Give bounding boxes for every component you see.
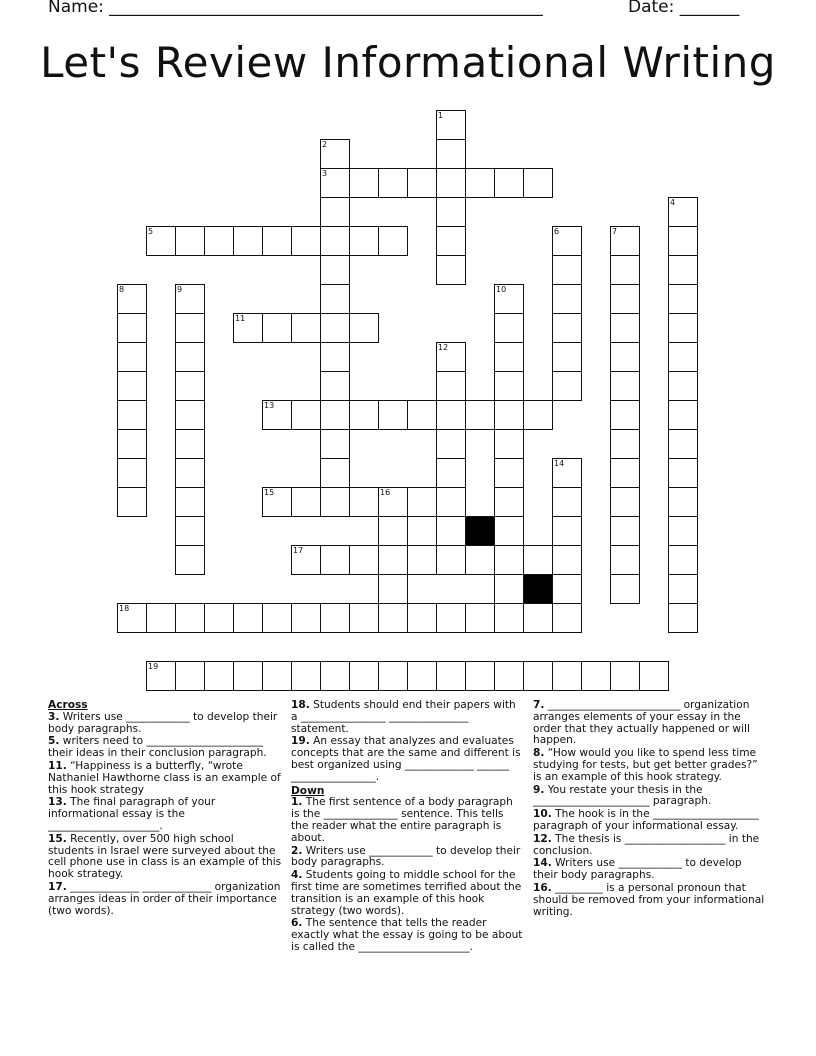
grid-cell[interactable] [436, 168, 466, 198]
grid-cell[interactable] [378, 226, 408, 256]
grid-cell[interactable] [146, 226, 176, 256]
grid-cell[interactable] [465, 661, 495, 691]
grid-cell[interactable] [465, 168, 495, 198]
grid-cell[interactable] [552, 284, 582, 314]
clue-number-label: 7. [533, 699, 545, 711]
grid-cell[interactable] [320, 371, 350, 401]
clue-number: 18 [119, 604, 130, 613]
grid-cell[interactable] [436, 197, 466, 227]
clue-text: The final paragraph of your informational essay is the _____________________. [48, 796, 216, 832]
grid-cell[interactable] [436, 516, 466, 546]
grid-cell[interactable] [378, 603, 408, 633]
clue-item [291, 797, 524, 844]
grid-cell[interactable] [668, 458, 698, 488]
grid-cell[interactable] [494, 168, 524, 198]
clue-number-label: 8. [533, 747, 545, 760]
clue-number: 10 [496, 285, 507, 294]
grid-cell[interactable] [378, 574, 408, 604]
grid-cell[interactable] [610, 371, 640, 401]
grid-cell[interactable] [639, 661, 669, 691]
grid-cell[interactable] [552, 255, 582, 285]
grid-cell[interactable] [175, 371, 205, 401]
grid-cell[interactable] [262, 603, 292, 633]
clue-number: 14 [554, 459, 565, 468]
grid-cell[interactable] [175, 429, 205, 459]
clue-number-label: 4. [291, 869, 303, 882]
grid-cell[interactable] [610, 342, 640, 372]
grid-cell[interactable] [378, 168, 408, 198]
across-clue-list-cont [291, 700, 524, 784]
clue-text: “Happiness is a butterfly, “wrote Nathaniel Hawthorne class is an example of this hook strategy [48, 759, 281, 796]
clue-text: _____________ _____________ organization arranges ideas in order of their importance (two words). [48, 880, 281, 917]
grid-cell[interactable] [233, 603, 263, 633]
grid-cell[interactable] [523, 545, 553, 575]
clue-number: 7 [612, 227, 618, 236]
grid-cell[interactable] [320, 255, 350, 285]
grid-cell[interactable] [378, 661, 408, 691]
grid-cell[interactable] [146, 603, 176, 633]
clue-text: _________ is a personal pronoun that should be removed from your informational writing. [533, 881, 765, 918]
grid-cell[interactable] [436, 458, 466, 488]
clue-number: 5 [148, 227, 154, 236]
grid-cell[interactable] [494, 545, 524, 575]
grid-cell[interactable] [320, 458, 350, 488]
grid-cell[interactable] [146, 661, 176, 691]
clue-item [533, 883, 768, 918]
grid-cell[interactable] [552, 603, 582, 633]
grid-cell[interactable] [320, 168, 350, 198]
grid-cell[interactable] [320, 313, 350, 343]
clue-text: Writers use ____________ to develop their body paragraphs. [48, 710, 278, 735]
grid-cell[interactable] [610, 255, 640, 285]
grid-cell[interactable] [407, 661, 437, 691]
grid-cell[interactable] [465, 545, 495, 575]
clue-number: 16 [380, 488, 391, 497]
grid-cell[interactable] [117, 429, 147, 459]
clue-number: 2 [322, 140, 328, 149]
grid-cell[interactable] [523, 168, 553, 198]
grid-cell[interactable] [494, 371, 524, 401]
clue-item [533, 834, 768, 858]
clue-number: 11 [235, 314, 246, 323]
grid-cell[interactable] [175, 284, 205, 314]
grid-cell[interactable] [291, 545, 321, 575]
grid-cell[interactable] [291, 661, 321, 691]
grid-cell[interactable] [552, 458, 582, 488]
clue-number: 3 [322, 169, 328, 178]
grid-cell[interactable] [233, 226, 263, 256]
clue-text: _________________________ organization arranges elements of your essay in the order that they actually happened or will happen. [533, 699, 750, 747]
grid-cell[interactable] [552, 313, 582, 343]
grid-cell[interactable] [117, 284, 147, 314]
grid-cell[interactable] [668, 487, 698, 517]
grid-cell[interactable] [494, 342, 524, 372]
grid-cell[interactable] [407, 545, 437, 575]
across-clue-list [48, 712, 283, 918]
grid-cell[interactable] [349, 603, 379, 633]
black-cell [465, 516, 495, 546]
grid-cell[interactable] [552, 545, 582, 575]
grid-cell[interactable] [175, 603, 205, 633]
grid-cell[interactable] [320, 284, 350, 314]
grid-cell[interactable] [610, 574, 640, 604]
grid-cell[interactable] [610, 545, 640, 575]
clue-number: 12 [438, 343, 449, 352]
grid-cell[interactable] [407, 400, 437, 430]
grid-cell[interactable] [175, 342, 205, 372]
clue-number-label: 12. [533, 832, 552, 845]
grid-cell[interactable] [494, 516, 524, 546]
clue-text: Students should end their papers with a ________________ _______________ statement. [291, 699, 516, 735]
grid-cell[interactable] [262, 313, 292, 343]
clue-number: 9 [177, 285, 183, 294]
clue-number: 1 [438, 111, 444, 120]
grid-cell[interactable] [668, 284, 698, 314]
grid-cell[interactable] [117, 400, 147, 430]
clue-number-label: 16. [533, 881, 552, 894]
clue-item [291, 870, 524, 917]
grid-cell[interactable] [175, 313, 205, 343]
grid-cell[interactable] [175, 545, 205, 575]
grid-cell[interactable] [378, 545, 408, 575]
grid-cell[interactable] [552, 661, 582, 691]
grid-cell[interactable] [117, 342, 147, 372]
grid-cell[interactable] [668, 313, 698, 343]
clue-text: Writers use ____________ to develop their body paragraphs. [291, 844, 521, 869]
clue-item [48, 712, 283, 736]
grid-cell[interactable] [320, 545, 350, 575]
grid-cell[interactable] [494, 429, 524, 459]
grid-cell[interactable] [552, 487, 582, 517]
grid-cell[interactable] [407, 168, 437, 198]
clue-item [533, 748, 768, 783]
grid-cell[interactable] [581, 661, 611, 691]
grid-cell[interactable] [552, 574, 582, 604]
clue-number-label: 15. [48, 832, 67, 845]
grid-cell[interactable] [175, 661, 205, 691]
clue-number-label: 3. [48, 710, 60, 723]
clue-number-label: 9. [533, 783, 545, 796]
grid-cell[interactable] [320, 342, 350, 372]
grid-cell[interactable] [291, 313, 321, 343]
grid-cell[interactable] [320, 487, 350, 517]
grid-cell[interactable] [320, 197, 350, 227]
grid-cell[interactable] [610, 429, 640, 459]
grid-cell[interactable] [668, 545, 698, 575]
grid-cell[interactable] [320, 661, 350, 691]
grid-cell[interactable] [175, 226, 205, 256]
grid-cell[interactable] [668, 342, 698, 372]
grid-cell[interactable] [668, 371, 698, 401]
grid-cell[interactable] [436, 110, 466, 140]
clue-item [291, 918, 524, 953]
grid-cell[interactable] [320, 400, 350, 430]
grid-cell[interactable] [349, 226, 379, 256]
clue-text: writers need to ______________________ their ideas in their conclusion paragraph. [48, 735, 267, 760]
grid-cell[interactable] [436, 342, 466, 372]
clue-text: Students going to middle school for the first time are sometimes terrified about the transition is an example of this hook strategy (two words). [291, 869, 522, 917]
clue-number: 15 [264, 488, 275, 497]
grid-cell[interactable] [117, 458, 147, 488]
grid-cell[interactable] [610, 661, 640, 691]
grid-cell[interactable] [494, 400, 524, 430]
grid-cell[interactable] [668, 574, 698, 604]
grid-cell[interactable] [378, 487, 408, 517]
date-field[interactable]: Date: _______ [628, 0, 740, 17]
across-heading: Across [48, 699, 88, 711]
grid-cell[interactable] [668, 197, 698, 227]
clue-number-label: 13. [48, 796, 67, 809]
clue-text: The hook is in the ____________________ paragraph of your informational essay. [533, 808, 759, 832]
clue-number-label: 18. [291, 699, 310, 711]
clue-text: The thesis is ___________________ in the conclusion. [533, 832, 760, 857]
grid-cell[interactable] [494, 313, 524, 343]
grid-cell[interactable] [204, 603, 234, 633]
grid-cell[interactable] [407, 487, 437, 517]
down-clue-list-cont [533, 700, 768, 918]
down-clue-list [291, 797, 524, 953]
grid-cell[interactable] [610, 313, 640, 343]
grid-cell[interactable] [552, 371, 582, 401]
grid-cell[interactable] [436, 545, 466, 575]
grid-cell[interactable] [407, 603, 437, 633]
grid-cell[interactable] [668, 603, 698, 633]
grid-cell[interactable] [291, 400, 321, 430]
page-title: Let's Review Informational Writing [40, 38, 776, 87]
grid-cell[interactable] [523, 603, 553, 633]
clue-item [48, 834, 283, 881]
grid-cell[interactable] [320, 139, 350, 169]
clue-text: An essay that analyzes and evaluates concepts that are the same and different is best organized using _____________ ______ ________________. [291, 735, 521, 783]
grid-cell[interactable] [117, 371, 147, 401]
grid-cell[interactable] [320, 226, 350, 256]
grid-cell[interactable] [436, 429, 466, 459]
grid-cell[interactable] [320, 603, 350, 633]
grid-cell[interactable] [349, 400, 379, 430]
clue-number: 8 [119, 285, 125, 294]
grid-cell[interactable] [262, 226, 292, 256]
clue-item [291, 846, 524, 870]
grid-cell[interactable] [349, 168, 379, 198]
grid-cell[interactable] [610, 400, 640, 430]
grid-cell[interactable] [436, 661, 466, 691]
clue-number: 19 [148, 662, 159, 671]
clue-item [291, 736, 524, 783]
clue-number-label: 17. [48, 880, 67, 893]
clues-column-2 [291, 700, 524, 955]
grid-cell[interactable] [233, 313, 263, 343]
clue-number: 13 [264, 401, 275, 410]
grid-cell[interactable] [291, 603, 321, 633]
clue-number: 4 [670, 198, 676, 207]
clue-number-label: 6. [291, 917, 303, 930]
clue-item [533, 785, 768, 809]
grid-cell[interactable] [436, 139, 466, 169]
clue-number-label: 2. [291, 844, 303, 857]
grid-cell[interactable] [494, 458, 524, 488]
grid-cell[interactable] [494, 284, 524, 314]
clues-column-1 [48, 700, 283, 918]
clue-text: The sentence that tells the reader exactly what the essay is going to be about is called the _____________________. [291, 917, 523, 953]
grid-cell[interactable] [610, 516, 640, 546]
grid-cell[interactable] [117, 313, 147, 343]
grid-cell[interactable] [552, 516, 582, 546]
clue-item [48, 736, 283, 760]
clue-number: 6 [554, 227, 560, 236]
clue-number-label: 14. [533, 857, 552, 870]
grid-cell[interactable] [494, 603, 524, 633]
clue-text: Recently, over 500 high school students in Israel were surveyed about the cell phone use in class is an example of this hook strategy. [48, 832, 282, 881]
grid-cell[interactable] [204, 661, 234, 691]
grid-cell[interactable] [204, 226, 234, 256]
grid-cell[interactable] [494, 487, 524, 517]
grid-cell[interactable] [523, 661, 553, 691]
clue-text: You restate your thesis in the ______________________ paragraph. [533, 783, 712, 808]
grid-cell[interactable] [610, 487, 640, 517]
grid-cell[interactable] [117, 603, 147, 633]
clue-item [48, 797, 283, 832]
grid-cell[interactable] [465, 603, 495, 633]
clue-text: The first sentence of a body paragraph is the ______________ sentence. This tells the reader what the entire paragraph is about. [291, 796, 513, 844]
clues-column-3 [533, 700, 768, 919]
grid-cell[interactable] [175, 400, 205, 430]
grid-cell[interactable] [349, 313, 379, 343]
grid-cell[interactable] [668, 400, 698, 430]
clue-item [48, 761, 283, 796]
grid-cell[interactable] [494, 661, 524, 691]
grid-cell[interactable] [668, 429, 698, 459]
grid-cell[interactable] [349, 545, 379, 575]
clue-item [48, 882, 283, 917]
grid-cell[interactable] [436, 255, 466, 285]
grid-cell[interactable] [291, 226, 321, 256]
clue-item [533, 858, 768, 882]
grid-cell[interactable] [117, 487, 147, 517]
grid-cell[interactable] [668, 516, 698, 546]
clue-number-label: 10. [533, 808, 552, 821]
grid-cell[interactable] [175, 487, 205, 517]
clue-number-label: 19. [291, 735, 310, 748]
grid-cell[interactable] [668, 255, 698, 285]
clue-number-label: 5. [48, 735, 60, 748]
grid-cell[interactable] [610, 284, 640, 314]
name-field[interactable]: Name: ___________________________________________________ [48, 0, 543, 17]
grid-cell[interactable] [465, 400, 495, 430]
clue-text: “How would you like to spend less time studying for tests, but get better grades?” is an example of this hook strategy. [533, 747, 758, 783]
clue-number-label: 1. [291, 796, 303, 809]
clue-number-label: 11. [48, 759, 67, 772]
grid-cell[interactable] [552, 342, 582, 372]
grid-cell[interactable] [610, 226, 640, 256]
grid-cell[interactable] [233, 661, 263, 691]
grid-cell[interactable] [436, 400, 466, 430]
grid-cell[interactable] [668, 226, 698, 256]
grid-cell[interactable] [378, 400, 408, 430]
grid-cell[interactable] [523, 400, 553, 430]
grid-cell[interactable] [436, 487, 466, 517]
clue-text: Writers use ____________ to develop their body paragraphs. [533, 857, 742, 882]
grid-cell[interactable] [494, 574, 524, 604]
clue-item [533, 700, 768, 747]
grid-cell[interactable] [436, 226, 466, 256]
grid-cell[interactable] [552, 226, 582, 256]
clue-number: 17 [293, 546, 304, 555]
grid-cell[interactable] [175, 516, 205, 546]
grid-cell[interactable] [436, 603, 466, 633]
grid-cell[interactable] [320, 429, 350, 459]
down-heading: Down [291, 784, 325, 797]
black-cell [523, 574, 553, 604]
grid-cell[interactable] [436, 371, 466, 401]
grid-cell[interactable] [349, 661, 379, 691]
grid-cell[interactable] [175, 458, 205, 488]
grid-cell[interactable] [378, 516, 408, 546]
grid-cell[interactable] [610, 458, 640, 488]
grid-cell[interactable] [262, 400, 292, 430]
grid-cell[interactable] [262, 661, 292, 691]
grid-cell[interactable] [291, 487, 321, 517]
grid-cell[interactable] [349, 487, 379, 517]
clue-item [533, 809, 768, 833]
grid-cell[interactable] [262, 487, 292, 517]
clue-item [291, 700, 524, 735]
